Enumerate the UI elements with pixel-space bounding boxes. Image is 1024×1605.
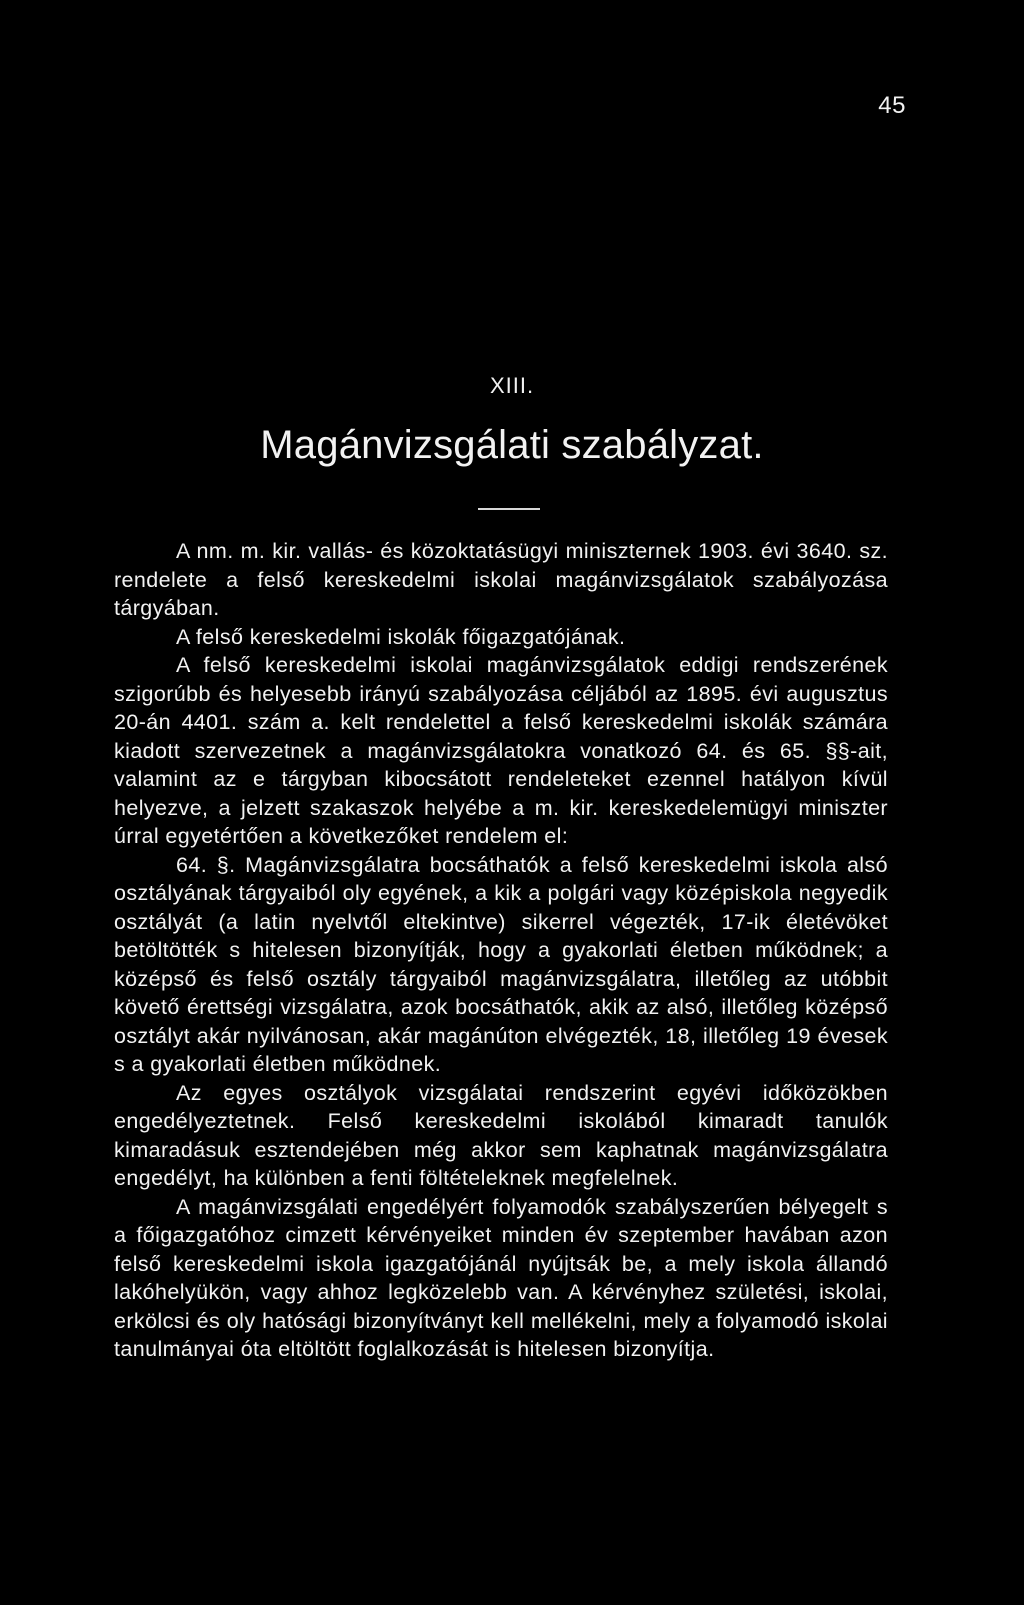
decree-heading-paragraph: A nm. m. kir. vallás- és közoktatásügyi miniszternek 1903. évi 3640. sz. rendelete a felső kereskedelmi iskolai magánvizsgálatok szabályozása tárgyában. [114, 539, 888, 620]
application-paragraph: A magánvizsgálati engedélyért folyamodók szabályszerűen bélyegelt s a főigazgatóhoz cimzett kérvényeiket minden év szeptember havában azon felső kereskedelmi iskola igazgatójánál nyújtsák be, a mely iskola állandó lakóhelyükön, vagy ahhoz legközelebb van. A kérvényhez születési, iskolai, erkölcsi és oly hatósági bizonyítványt kell mellékelni, mely a folyamodó iskolai tanulmányai óta eltöltött foglalkozását is hitelesen bizonyítja. [114, 1194, 888, 1361]
exam-interval-paragraph: Az egyes osztályok vizsgálatai rendszerint egyévi időközökben engedélyeztetnek. Felső kereskedelmi iskolából kimaradt tanulók kimaradásuk esztendejében még akkor sem kaphatnak magánvizsgálatra engedélyt, ha különben a fenti föltételeknek megfelelnek. [114, 1080, 888, 1190]
chapter-number: XIII. [489, 373, 535, 398]
section-64-paragraph: 64. §. Magánvizsgálatra bocsáthatók a felső kereskedelmi iskola alsó osztályának tárgyaiból oly egyének, a kik a polgári vagy középiskola negyedik osztályát (a latin nyelvtől eltekintve) sikerrel végezték, 17-ik életévöket betöltötték s hitelesen bizonyítják, hogy a gyakorlati életben működnek; a középső és felső osztály tárgyaiból magánvizsgálatra, illetőleg az utóbbit követő érettségi vizsgálatra, azok bocsáthatók, akik az alsó, illetőleg középső osztályt akár nyilvánosan, akár magánúton elvégezték, 18, illetőleg 19 évesek s a gyakorlati életben működnek. [114, 852, 888, 1076]
title-divider [478, 508, 540, 510]
body-text [114, 537, 888, 1364]
addressee-paragraph: A felső kereskedelmi iskolák főigazgatójának. [176, 624, 626, 649]
decree-preamble-paragraph: A felső kereskedelmi iskolai magánvizsgálatok eddigi rendszerének szigorúbb és helyesebb irányú szabályozása céljából az 1895. évi augusztus 20-án 4401. szám a. kelt rendelettel a felső kereskedelmi iskolák számára kiadott szervezetnek a magánvizsgálatokra vonatkozó 64. és 65. §§-ait, valamint az e tárgyban kibocsátott rendeleteket ezennel hatályon kívül helyezve, a jelzett szakaszok helyébe a m. kir. kereskedelemügyi miniszter úrral egyetértően a következőket rendelem el: [114, 653, 888, 848]
document-title: Magánvizsgálati szabályzat. [260, 423, 764, 467]
page-number: 45 [878, 92, 906, 119]
